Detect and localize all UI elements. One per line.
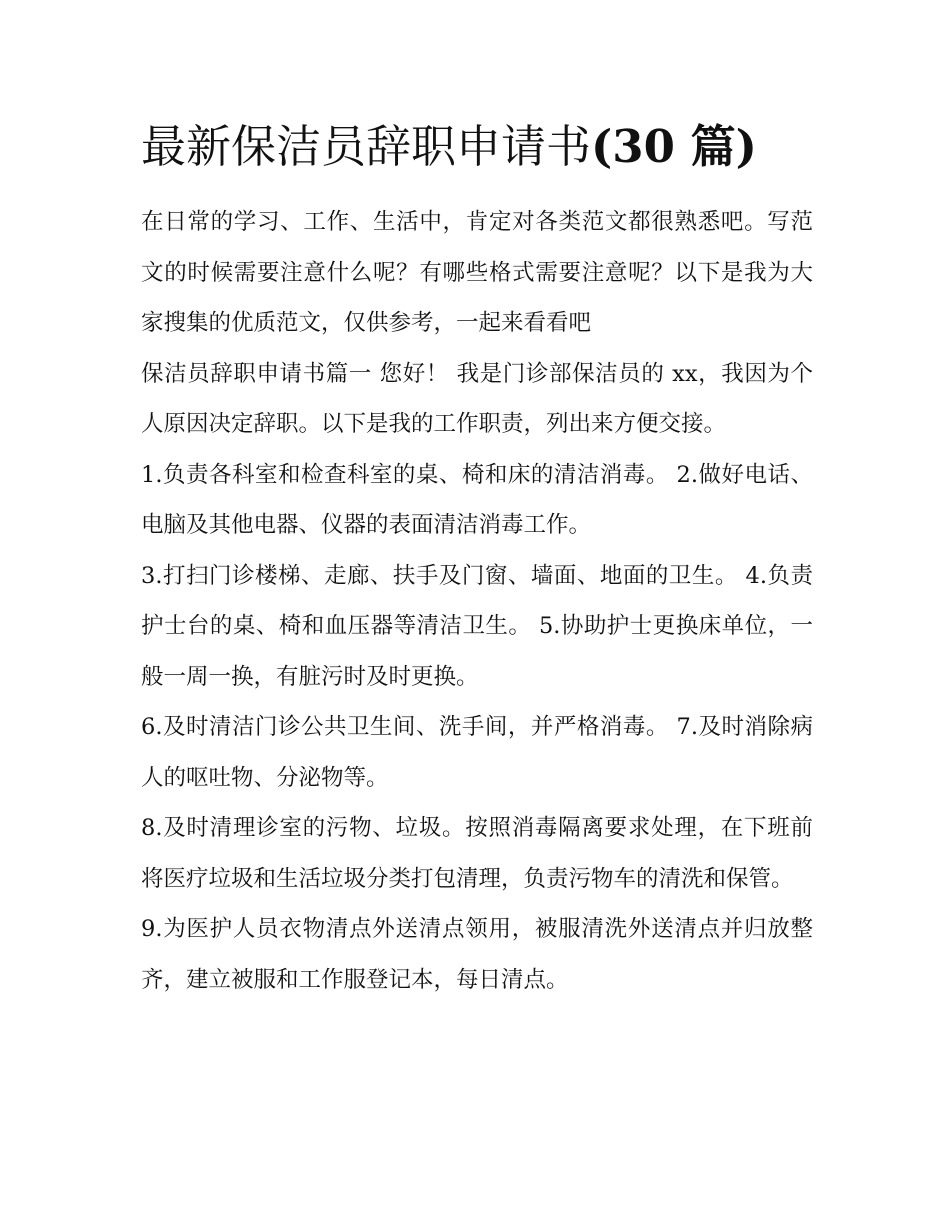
title-main: 最新保洁员辞职申请书 [141,120,592,173]
paragraph-duty-8: 8.及时清理诊室的污物、垃圾。按照消毒隔离要求处理，在下班前将医疗垃圾和生活垃圾分类打包清理，负责污物车的清洗和保管。 [141,815,813,892]
paragraph-duty-6-7: 6.及时清洁门诊公共卫生间、洗手间，并严格消毒。 7.及时消除病人的呕吐物、分泌物等。 [141,714,813,791]
paragraph-greeting: 保洁员辞职申请书篇一 您好！ 我是门诊部保洁员的 xx，我因为个人原因决定辞职。以下是我的工作职责，列出来方便交接。 [141,360,813,437]
paragraph-duty-3-5: 3.打扫门诊楼梯、走廊、扶手及门窗、墙面、地面的卫生。 4.负责护士台的桌、椅和血压器等清洁卫生。 5.协助护士更换床单位，一般一周一换，有脏污时及时更换。 [141,562,813,690]
document-page [141,112,813,1005]
paragraph-duty-1-2: 1.负责各科室和检查科室的桌、椅和床的清洁消毒。 2.做好电话、电脑及其他电器、仪器的表面清洁消毒工作。 [141,461,813,538]
title-suffix: (30 篇) [591,120,757,173]
paragraph-duty-9: 9.为医护人员衣物清点外送清点领用，被服清洗外送清点并归放整齐，建立被服和工作服登记本，每日清点。 [141,916,813,993]
document-body [141,197,813,1005]
paragraph-intro: 在日常的学习、工作、生活中，肯定对各类范文都很熟悉吧。写范文的时候需要注意什么呢？有哪些格式需要注意呢？以下是我为大家搜集的优质范文，仅供参考，一起来看看吧 [141,209,813,336]
page-title [141,112,813,182]
